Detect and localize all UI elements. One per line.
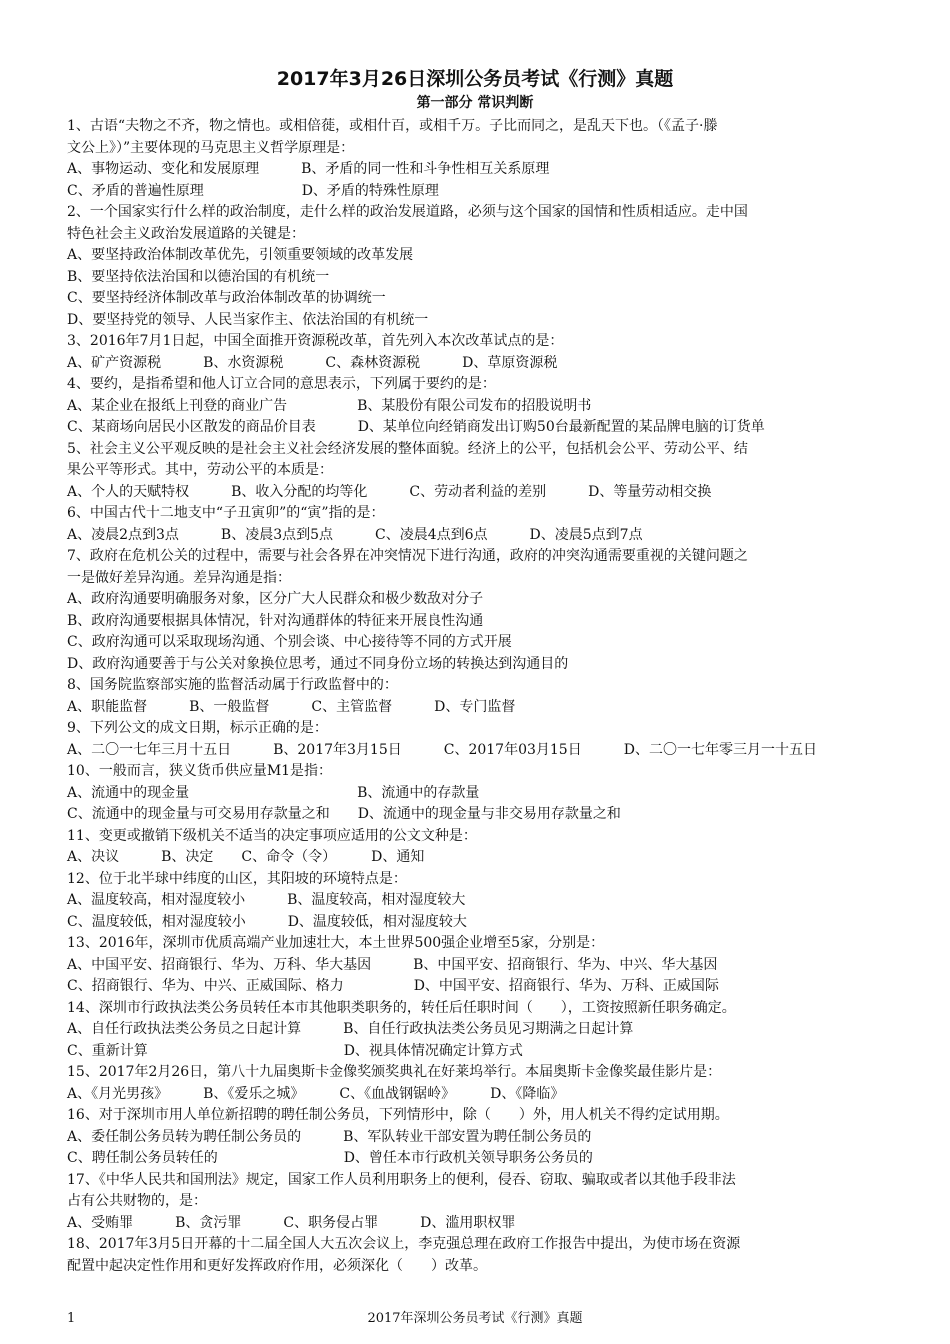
question-text-line: 2、一个国家实行什么样的政治制度，走什么样的政治发展道路，必须与这个国家的国情和性质相适应。走中国 <box>67 204 748 220</box>
question-text-line: 14、深圳市行政执法类公务员转任本市其他职类职务的，转任后任职时间（ ），工资按照新任职务确定。 <box>67 999 736 1016</box>
question-text-line: 10、一般而言，狭义货币供应量M1是指： <box>67 763 333 779</box>
document-title: 2017年3月26日深圳公务员考试《行测》真题 <box>276 68 674 90</box>
question-text-line: 5、社会主义公平观反映的是社会主义社会经济发展的整体面貌。经济上的公平，包括机会公平、劳动公平、结 <box>67 440 748 457</box>
question-text-line: 12、位于北半球中纬度的山区，其阳坡的环境特点是： <box>67 870 407 887</box>
answer-options-line: C、要坚持经济体制改革与政治体制改革的协调统一 <box>67 290 386 306</box>
section-heading: 第一部分 常识判断 <box>416 95 534 111</box>
answer-options-line: A、要坚持政治体制改革优先，引领重要领域的改革发展 <box>67 247 414 263</box>
answer-options-line: C、重新计算 D、视具体情况确定计算方式 <box>67 1042 523 1059</box>
answer-options-line: A、温度较高，相对湿度较小 B、温度较高，相对湿度较大 <box>67 892 466 908</box>
answer-options-line: A、凌晨2点到3点 B、凌晨3点到5点 C、凌晨4点到6点 D、凌晨5点到7点 <box>67 526 643 543</box>
page-number: 1 <box>67 1311 76 1326</box>
answer-options-line: C、矛盾的普遍性原理 D、矛盾的特殊性原理 <box>67 182 439 199</box>
answer-options-line: A、某企业在报纸上刊登的商业广告 B、某股份有限公司发布的招股说明书 <box>67 397 592 414</box>
answer-options-line: C、流通中的现金量与可交易用存款量之和 D、流通中的现金量与非交易用存款量之和 <box>67 806 621 822</box>
question-text-line: 6、中国古代十二地支中“子丑寅卯”的“寅”指的是： <box>67 505 385 521</box>
question-text-line: 8、国务院监察部实施的监督活动属于行政监督中的： <box>67 677 398 693</box>
question-text-line: 11、变更或撤销下级机关不适当的决定事项应适用的公文文种是： <box>67 827 477 844</box>
answer-options-line: B、政府沟通要根据具体情况，针对沟通群体的特征来开展良性沟通 <box>67 612 484 629</box>
question-text-line: 占有公共财物的，是： <box>67 1193 207 1209</box>
answer-options-line: A、政府沟通要明确服务对象，区分广大人民群众和极少数敌对分子 <box>67 591 484 607</box>
answer-options-line: A、个人的天赋特权 B、收入分配的均等化 C、劳动者利益的差别 D、等量劳动相交换 <box>67 483 712 500</box>
answer-options-line: A、事物运动、变化和发展原理 B、矛盾的同一性和斗争性相互关系原理 <box>67 161 550 177</box>
answer-options-line: C、某商场向居民小区散发的商品价目表 D、某单位向经销商发出订购50台最新配置的某品牌电脑的订货单 <box>67 419 765 435</box>
question-text-line: 特色社会主义政治发展道路的关键是： <box>67 225 305 242</box>
question-text-line: 1、古语“夫物之不齐，物之情也。或相倍蓰，或相什百，或相千万。子比而同之，是乱天下也。（《孟子·滕 <box>67 118 718 134</box>
question-text-line: 3、2016年7月1日起，中国全面推开资源税改革，首先列入本次改革试点的是： <box>67 333 564 349</box>
answer-options-line: A、《月光男孩》 B、《爱乐之城》 C、《血战钢锯岭》 D、《降临》 <box>67 1085 565 1102</box>
question-text-line: 15、2017年2月26日，第八十九届奥斯卡金像奖颁奖典礼在好莱坞举行。本届奥斯卡金像奖最佳影片是： <box>67 1064 722 1080</box>
answer-options-line: D、政府沟通要善于与公关对象换位思考，通过不同身份立场的转换达到沟通目的 <box>67 655 569 672</box>
answer-options-line: A、决议 B、决定 C、命令（令） D、通知 <box>67 849 425 865</box>
question-text-line: 18、2017年3月5日开幕的十二届全国人大五次会议上，李克强总理在政府工作报告中提出，为使市场在资源 <box>67 1236 741 1252</box>
answer-options-line: A、委任制公务员转为聘任制公务员的 B、军队转业干部安置为聘任制公务员的 <box>67 1128 592 1145</box>
question-text-line: 配置中起决定性作用和更好发挥政府作用，必须深化（ ）改革。 <box>67 1257 487 1274</box>
question-text-line: 4、要约，是指希望和他人订立合同的意思表示，下列属于要约的是： <box>67 376 496 392</box>
answer-options-line: B、要坚持依法治国和以德治国的有机统一 <box>67 268 330 285</box>
answer-options-line: C、招商银行、华为、中兴、正威国际、格力 D、中国平安、招商银行、华为、万科、正威国际 <box>67 978 719 994</box>
question-text-line: 13、2016年，深圳市优质高端产业加速壮大，本土世界500强企业增至5家，分别是： <box>67 935 605 951</box>
answer-options-line: A、矿产资源税 B、水资源税 C、森林资源税 D、草原资源税 <box>67 354 558 371</box>
answer-options-line: C、聘任制公务员转任的 D、曾任本市行政机关领导职务公务员的 <box>67 1150 593 1166</box>
question-text-line: 17、《中华人民共和国刑法》规定，国家工作人员利用职务上的便利，侵吞、窃取、骗取或者以其他手段非法 <box>67 1171 736 1188</box>
answer-options-line: A、职能监督 B、一般监督 C、主管监督 D、专门监督 <box>67 698 516 715</box>
question-text-line: 7、政府在危机公关的过程中，需要与社会各界在冲突情况下进行沟通，政府的冲突沟通需要重视的关键问题之 <box>67 548 748 564</box>
question-text-line: 16、对于深圳市用人单位新招聘的聘任制公务员，下列情形中，除（ ）外，用人机关不得约定试用期。 <box>67 1107 729 1123</box>
answer-options-line: A、中国平安、招商银行、华为、万科、华大基因 B、中国平安、招商银行、华为、中兴、华大基因 <box>67 956 718 973</box>
question-text-line: 果公平等形式。其中，劳动公平的本质是： <box>67 462 333 478</box>
question-text-line: 9、下列公文的成文日期，标示正确的是： <box>67 720 328 736</box>
answer-options-line: C、政府沟通可以采取现场沟通、个别会谈、中心接待等不同的方式开展 <box>67 634 512 650</box>
answer-options-line: A、自任行政执法类公务员之日起计算 B、自任行政执法类公务员见习期满之日起计算 <box>67 1021 634 1037</box>
question-text-line: 文公上》）”主要体现的马克思主义哲学原理是： <box>67 139 355 156</box>
running-footer: 2017年深圳公务员考试《行测》真题 <box>367 1311 583 1326</box>
question-text-line: 一是做好差异沟通。差异沟通是指： <box>67 569 291 586</box>
answer-options-line: A、流通中的现金量 B、流通中的存款量 <box>67 784 480 801</box>
answer-options-line: A、二〇一七年三月十五日 B、2017年3月15日 C、2017年03月15日 D、二〇一七年零三月一十五日 <box>67 741 817 758</box>
answer-options-line: C、温度较低，相对湿度较小 D、温度较低，相对湿度较大 <box>67 913 467 930</box>
answer-options-line: D、要坚持党的领导、人民当家作主、依法治国的有机统一 <box>67 311 429 328</box>
answer-options-line: A、受贿罪 B、贪污罪 C、职务侵占罪 D、滥用职权罪 <box>67 1214 516 1231</box>
question-body <box>67 116 887 1277</box>
